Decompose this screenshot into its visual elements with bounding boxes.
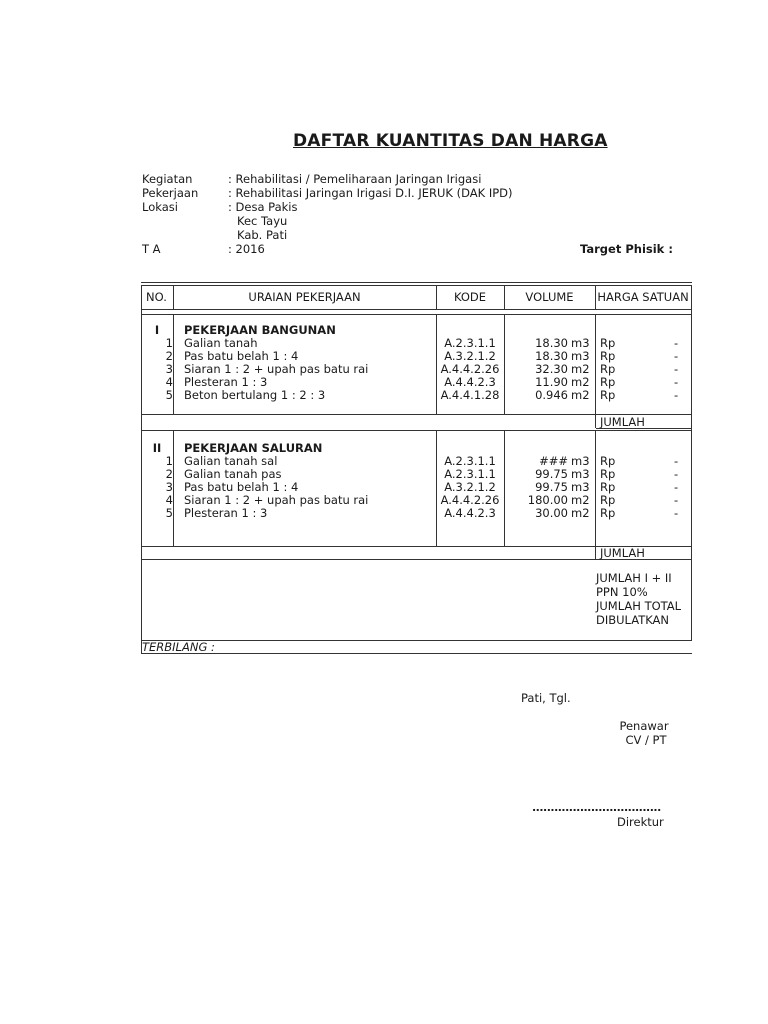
col-divider-no-s2 — [173, 430, 174, 546]
row-unit: m3 — [571, 454, 590, 468]
row-no: 5 — [165, 506, 173, 520]
row-kode: A.4.4.1.28 — [440, 388, 500, 402]
row-kode: A.4.4.2.3 — [444, 506, 496, 520]
row-rp: Rp — [600, 506, 616, 520]
jumlah-label: JUMLAH — [600, 415, 645, 429]
place-date: Pati, Tgl. — [521, 691, 571, 705]
header-volume: VOLUME — [525, 290, 574, 304]
header-no: NO. — [146, 290, 167, 304]
col-divider-no-s1 — [173, 314, 174, 414]
row-harga: - — [674, 454, 679, 468]
row-volume: ### — [539, 454, 568, 468]
row-uraian: Pas batu belah 1 : 4 — [184, 480, 299, 494]
row-unit: m3 — [571, 336, 590, 350]
pekerjaan-value: : Rehabilitasi Jaringan Irigasi D.I. JERUK (DAK IPD) — [228, 186, 513, 200]
section-number: II — [152, 441, 162, 455]
row-unit: m3 — [571, 480, 590, 494]
row-volume: 30.00 — [535, 506, 568, 520]
pekerjaan-label: Pekerjaan — [142, 186, 199, 200]
row-harga: - — [674, 480, 679, 494]
company-label: CV / PT — [625, 733, 667, 747]
row-volume: 32.30 — [535, 362, 568, 376]
row-kode: A.4.4.2.26 — [440, 493, 500, 507]
row-kode: A.2.3.1.1 — [444, 467, 496, 481]
row-volume: 0.946 — [535, 388, 568, 402]
row-no: 1 — [165, 336, 173, 350]
row-harga: - — [674, 349, 679, 363]
row-harga: - — [674, 375, 679, 389]
row-harga: - — [674, 467, 679, 481]
section-title: PEKERJAAN SALURAN — [184, 441, 323, 455]
penawar-label: Penawar — [619, 719, 669, 733]
row-harga: - — [674, 362, 679, 376]
row-harga: - — [674, 493, 679, 507]
row-rp: Rp — [600, 336, 616, 350]
row-unit: m2 — [571, 375, 590, 389]
row-rp: Rp — [600, 454, 616, 468]
row-unit: m2 — [571, 506, 590, 520]
row-rp: Rp — [600, 388, 616, 402]
row-no: 2 — [165, 467, 173, 481]
signature-line: ................................... — [532, 801, 661, 814]
document-title: DAFTAR KUANTITAS DAN HARGA — [293, 131, 608, 151]
row-kode: A.4.4.2.26 — [440, 362, 500, 376]
ta-label: T A — [142, 242, 161, 256]
row-unit: m3 — [571, 467, 590, 481]
jumlah-total-label: JUMLAH TOTAL — [596, 599, 682, 613]
row-no: 4 — [165, 493, 173, 507]
kegiatan-value: : Rehabilitasi / Pemeliharaan Jaringan Irigasi — [228, 172, 482, 186]
row-uraian: Galian tanah — [184, 336, 258, 350]
row-volume: 180.00 — [527, 493, 568, 507]
header-harga-satuan: HARGA SATUAN — [597, 290, 689, 304]
jumlah-i-ii-label: JUMLAH I + II — [596, 571, 672, 585]
section-title: PEKERJAAN BANGUNAN — [184, 323, 336, 337]
target-phisik-label: Target Phisik : — [580, 242, 673, 256]
jumlah-label: JUMLAH — [600, 546, 645, 560]
body-top-border — [141, 314, 692, 315]
row-no: 1 — [165, 454, 173, 468]
section2-top-border — [141, 430, 692, 431]
table-right-border — [691, 285, 692, 640]
row-kode: A.3.2.1.2 — [444, 349, 496, 363]
terbilang-bottom-border — [141, 653, 692, 654]
terbilang-label: TERBILANG : — [142, 640, 215, 654]
table-top-rule — [141, 282, 692, 283]
row-kode: A.2.3.1.1 — [444, 336, 496, 350]
kegiatan-label: Kegiatan — [142, 172, 193, 186]
row-rp: Rp — [600, 375, 616, 389]
row-rp: Rp — [600, 362, 616, 376]
row-no: 4 — [165, 375, 173, 389]
row-uraian: Galian tanah pas — [184, 467, 282, 481]
lokasi-value: : Desa Pakis — [228, 200, 298, 214]
row-unit: m2 — [571, 388, 590, 402]
row-unit: m2 — [571, 493, 590, 507]
header-kode: KODE — [453, 290, 487, 304]
ppn-label: PPN 10% — [596, 585, 648, 599]
row-kode: A.4.4.2.3 — [444, 375, 496, 389]
row-rp: Rp — [600, 480, 616, 494]
row-rp: Rp — [600, 467, 616, 481]
section-number: I — [154, 323, 160, 337]
totals-bottom-border — [141, 640, 692, 641]
row-no: 2 — [165, 349, 173, 363]
header-uraian: URAIAN PEKERJAAN — [248, 290, 361, 304]
row-unit: m3 — [571, 349, 590, 363]
row-rp: Rp — [600, 493, 616, 507]
row-uraian: Siaran 1 : 2 + upah pas batu rai — [184, 493, 369, 507]
row-volume: 99.75 — [535, 480, 568, 494]
kab-value: Kab. Pati — [237, 228, 288, 242]
col-divider-volume-s1 — [595, 314, 596, 428]
ta-value: : 2016 — [228, 242, 265, 256]
row-volume: 11.90 — [535, 375, 568, 389]
row-kode: A.2.3.1.1 — [444, 454, 496, 468]
row-harga: - — [674, 506, 679, 520]
row-uraian: Siaran 1 : 2 + upah pas batu rai — [184, 362, 369, 376]
direktur-label: Direktur — [617, 815, 664, 829]
kec-value: Kec Tayu — [237, 214, 288, 228]
row-kode: A.3.2.1.2 — [444, 480, 496, 494]
row-no: 5 — [165, 388, 173, 402]
row-volume: 18.30 — [535, 349, 568, 363]
row-volume: 99.75 — [535, 467, 568, 481]
lokasi-label: Lokasi — [142, 200, 178, 214]
row-no: 3 — [165, 480, 173, 494]
row-rp: Rp — [600, 349, 616, 363]
row-uraian: Beton bertulang 1 : 2 : 3 — [184, 388, 326, 402]
row-unit: m2 — [571, 362, 590, 376]
row-uraian: Pas batu belah 1 : 4 — [184, 349, 299, 363]
row-harga: - — [674, 336, 679, 350]
row-uraian: Plesteran 1 : 3 — [184, 506, 268, 520]
header-bottom-border — [141, 309, 692, 310]
table-top-border — [141, 285, 692, 286]
row-uraian: Plesteran 1 : 3 — [184, 375, 268, 389]
row-volume: 18.30 — [535, 336, 568, 350]
row-no: 3 — [165, 362, 173, 376]
col-divider-volume-s2 — [595, 430, 596, 559]
row-harga: - — [674, 388, 679, 402]
row-uraian: Galian tanah sal — [184, 454, 278, 468]
dibulatkan-label: DIBULATKAN — [596, 613, 670, 627]
